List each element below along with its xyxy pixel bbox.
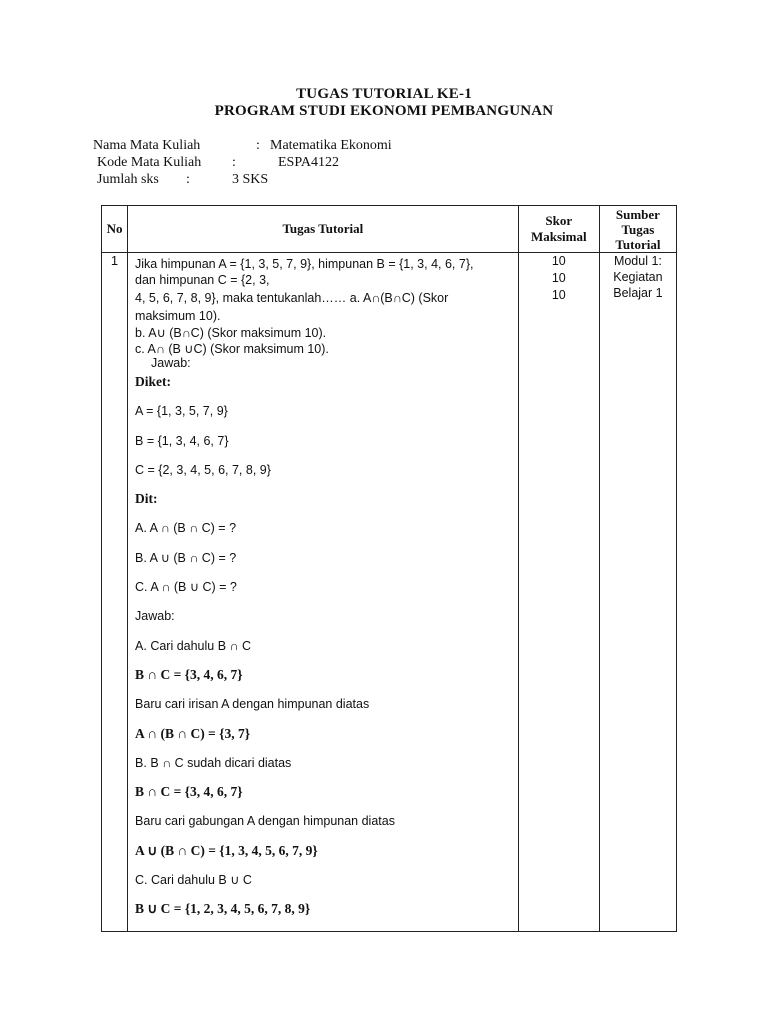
question-text [128, 253, 518, 370]
program-title: PROGRAM STUDI EKONOMI PEMBANGUNAN [214, 103, 554, 119]
credits-colon: : [186, 172, 190, 187]
table-header-row [102, 206, 677, 253]
answer-line: C. A ∩ (B ∪ C) = ? [135, 580, 237, 595]
header-no: No [102, 206, 128, 253]
course-code-colon: : [232, 155, 236, 170]
answer-line: A ∩ (B ∩ C) = {3, 7} [135, 725, 251, 741]
answer-line: Diket: [135, 374, 172, 389]
answer-line: Baru cari irisan A dengan himpunan diatas [135, 697, 370, 712]
score-value: 10 [551, 288, 566, 302]
header-skor-line1: Skor [545, 213, 573, 228]
course-code-label: Kode Mata Kuliah [97, 155, 202, 170]
credits-label: Jumlah sks [97, 172, 159, 187]
answer-line: B ∩ C = {3, 4, 6, 7} [135, 784, 243, 800]
answer-line: B = {1, 3, 4, 6, 7} [135, 433, 229, 448]
header-skor-line2: Maksimal [530, 229, 587, 244]
answer-line: A = {1, 3, 5, 7, 9} [135, 404, 228, 419]
question-line: 4, 5, 6, 7, 8, 9}, maka tentukanlah…… a. A∩(B∩C) (Skor [135, 291, 449, 305]
header-skor [518, 206, 599, 253]
score-value: 10 [551, 254, 566, 268]
credits-value: 3 SKS [232, 172, 269, 187]
course-name-label: Nama Mata Kuliah [93, 138, 201, 153]
question-line: Jika himpunan A = {1, 3, 5, 7, 9}, himpunan B = {1, 3, 4, 6, 7}, [135, 257, 474, 271]
source-line: Kegiatan [613, 270, 663, 284]
answer-line: B. A ∪ (B ∩ C) = ? [135, 550, 237, 565]
answer-line: C. Cari dahulu B ∪ C [135, 873, 252, 888]
task-cell [128, 253, 519, 932]
header-sumber-line1: Sumber [615, 206, 660, 222]
table-row [102, 253, 677, 932]
header-sumber [599, 206, 676, 253]
answer-line: Jawab: [135, 609, 175, 624]
answer-line: A. Cari dahulu B ∩ C [135, 638, 252, 653]
score-cell [518, 253, 599, 932]
source-line: Modul 1: [613, 254, 662, 268]
question-line: c. A∩ (B ∪C) (Skor maksimum 10). [135, 342, 329, 356]
course-code-value: ESPA4122 [278, 155, 339, 170]
answer-line: Dit: [135, 491, 158, 507]
answer-line: A. A ∩ (B ∩ C) = ? [135, 521, 237, 536]
question-line: dan himpunan C = {2, 3, [135, 273, 270, 287]
tutorial-table [101, 205, 677, 932]
answer-line: Baru cari gabungan A dengan himpunan diatas [135, 814, 395, 829]
header-sumber-line3: Tutorial [615, 236, 661, 252]
header-sumber-line2: Tugas [621, 221, 655, 237]
answer-line: C = {2, 3, 4, 5, 6, 7, 8, 9} [135, 462, 271, 477]
answer-line: A ∪ (B ∩ C) = {1, 3, 4, 5, 6, 7, 9} [135, 842, 318, 858]
row-number: 1 [102, 253, 128, 932]
question-line: b. A∪ (B∩C) (Skor maksimum 10). [135, 326, 327, 340]
score-value: 10 [551, 271, 566, 285]
source-cell [599, 253, 676, 932]
header-tugas: Tugas Tutorial [128, 206, 519, 253]
document-title: TUGAS TUTORIAL KE-1 [296, 86, 472, 102]
answer-block [128, 374, 518, 931]
answer-line: B ∪ C = {1, 2, 3, 4, 5, 6, 7, 8, 9} [135, 901, 311, 917]
question-line: maksimum 10). [135, 309, 221, 323]
question-line: Jawab: [151, 356, 191, 370]
answer-line: B ∩ C = {3, 4, 6, 7} [135, 666, 243, 682]
answer-line: B. B ∩ C sudah dicari diatas [135, 755, 292, 770]
course-name-value: Matematika Ekonomi [270, 138, 392, 153]
course-name-colon: : [256, 138, 260, 153]
source-line: Belajar 1 [613, 286, 663, 300]
